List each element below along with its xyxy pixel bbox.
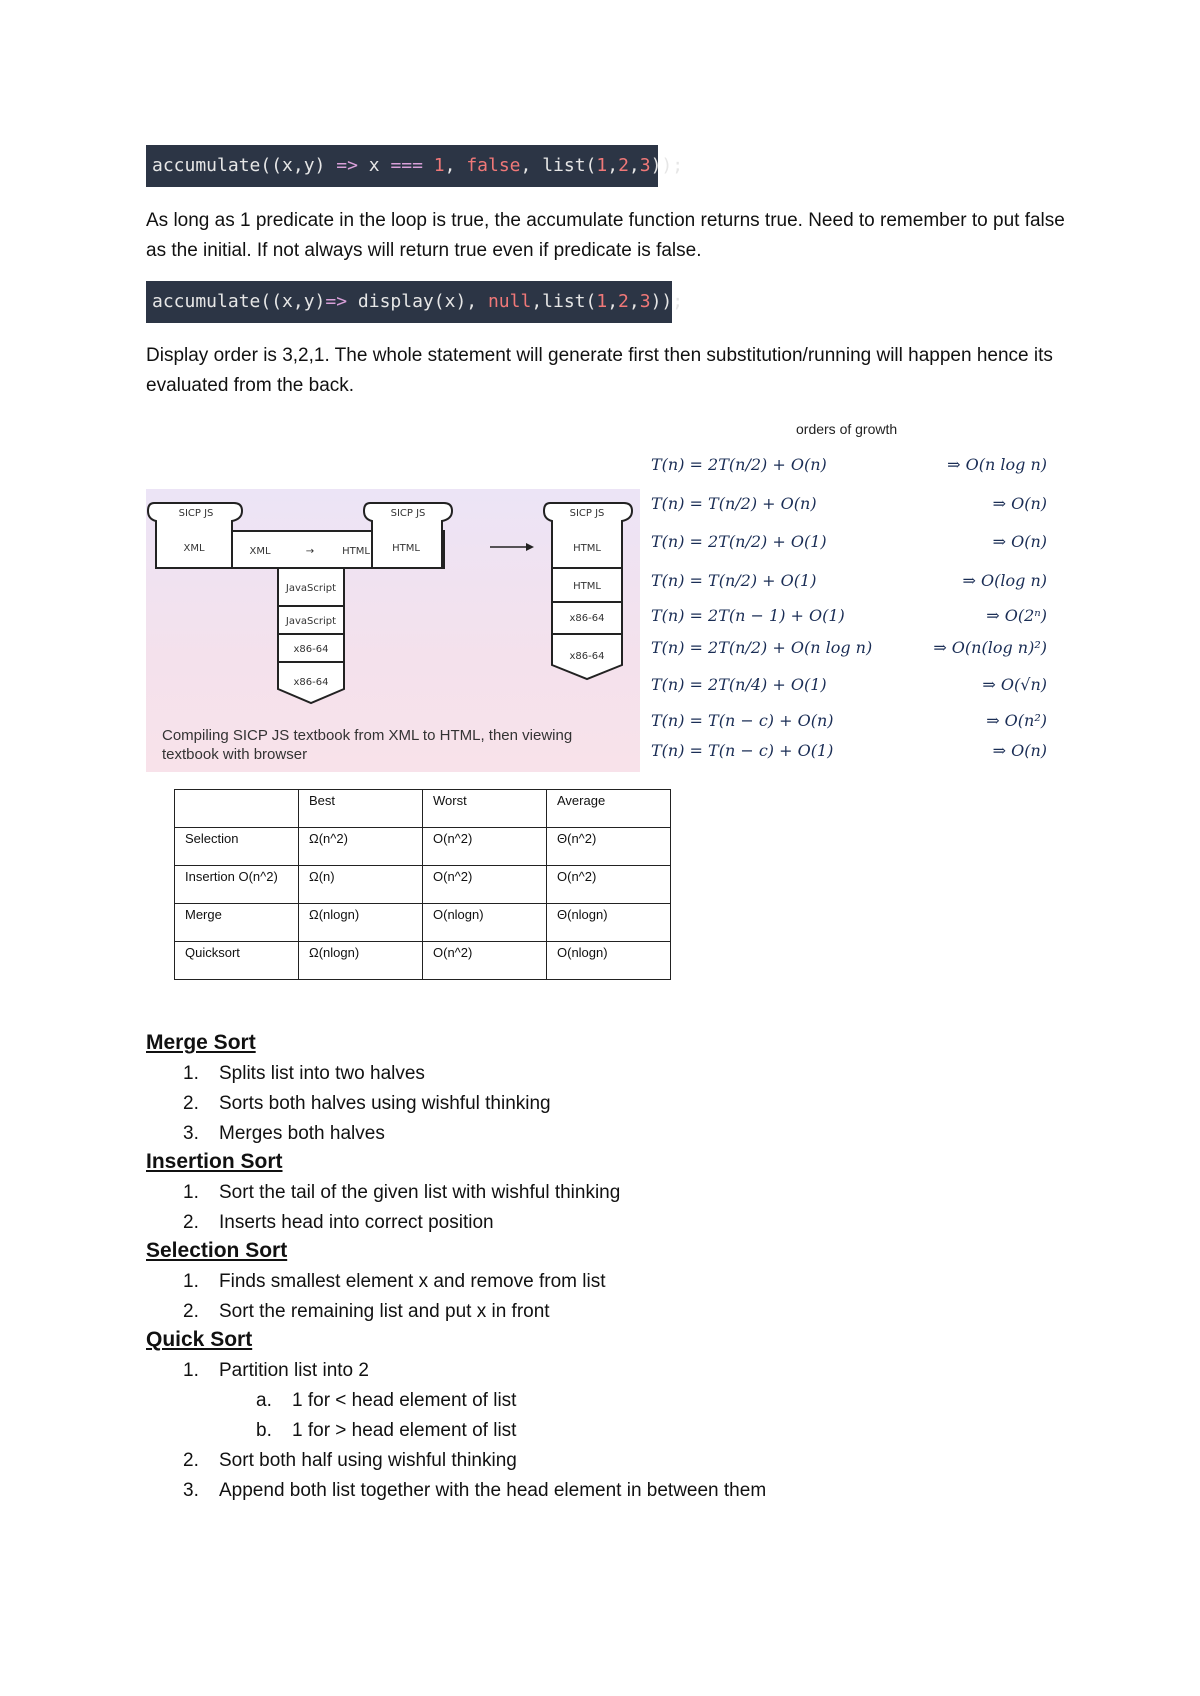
diagram-label: →	[305, 546, 315, 557]
table-cell: O(n^2)	[423, 866, 547, 904]
list-number: 1.	[183, 1182, 199, 1203]
section-title-selection-sort: Selection Sort	[146, 1239, 288, 1262]
diagram-label: x86-64	[293, 644, 329, 655]
code-token: ,	[607, 155, 619, 176]
paragraph-accumulate-explanation: As long as 1 predicate in the loop is true, the accumulate function returns true. Need to remember to put false as the initial. If not always will return true even if predicate is false.	[146, 210, 1065, 261]
table-header-cell: Best	[299, 790, 423, 828]
diagram-label: SICP JS	[390, 508, 426, 519]
code-token: ));	[650, 155, 684, 176]
code-token: =>	[325, 291, 348, 312]
recurrence-equation: T(n) = T(n/2) + O(1)	[651, 571, 817, 590]
table-header-cell: Worst	[423, 790, 547, 828]
table-row	[175, 866, 671, 904]
recurrence-equation: T(n) = 2T(n − 1) + O(1)	[651, 606, 845, 625]
list-item-text: Sorts both halves using wishful thinking	[219, 1093, 551, 1114]
list-number: 2.	[183, 1093, 199, 1114]
code-token: 3	[639, 155, 651, 176]
code-token: =>	[336, 155, 358, 176]
recurrence-result: ⇒ O(n)	[992, 532, 1047, 551]
recurrence-equation: T(n) = 2T(n/2) + O(1)	[651, 532, 827, 551]
table-cell: Ω(nlogn)	[299, 942, 423, 980]
diagram-label: HTML	[573, 581, 601, 592]
table-header-cell	[175, 790, 299, 828]
recurrence-result: ⇒ O(n log n)	[947, 455, 1047, 474]
diagram-label: x86-64	[569, 613, 605, 624]
diagram-caption: Compiling SICP JS textbook from XML to HTML, then viewing textbook with browser	[162, 727, 573, 763]
sub-list-item	[256, 1420, 516, 1442]
recurrence-result: ⇒ O(n(log n)²)	[933, 638, 1047, 657]
diagram-label: x86-64	[293, 677, 329, 688]
diagram-label: XML	[249, 546, 271, 557]
table-cell: O(n^2)	[423, 828, 547, 866]
code-token: ,	[628, 291, 640, 312]
code-token: display(x),	[347, 291, 488, 312]
code-token: ,list(	[531, 291, 597, 312]
table-header-cell: Average	[547, 790, 671, 828]
list-item-text: 1 for > head element of list	[292, 1420, 517, 1441]
list-item-text: Finds smallest element x and remove from list	[219, 1271, 606, 1292]
table-cell: Θ(nlogn)	[547, 904, 671, 942]
diagram-label: HTML	[573, 543, 601, 554]
complexity-table	[174, 789, 671, 980]
code-token: null	[487, 291, 532, 312]
code-snippet-accumulate-false	[146, 145, 684, 187]
code-token: accumulate((x,y)	[152, 155, 337, 176]
section-title-quick-sort: Quick Sort	[146, 1328, 253, 1351]
table-cell: O(n^2)	[547, 866, 671, 904]
code-token: 3	[639, 291, 651, 312]
table-row	[175, 942, 671, 980]
orders-of-growth-title: orders of growth	[796, 421, 898, 437]
list-number: 1.	[183, 1063, 199, 1084]
sub-list-item	[256, 1390, 516, 1412]
recurrence-equation: T(n) = T(n − c) + O(1)	[651, 741, 834, 760]
code-token: ,	[628, 155, 640, 176]
sicp-compilation-diagram	[146, 489, 640, 772]
diagram-label: x86-64	[569, 651, 605, 662]
section-title-insertion-sort: Insertion Sort	[146, 1150, 283, 1173]
code-token: 2	[618, 291, 629, 312]
table-row	[175, 904, 671, 942]
recurrence-result: ⇒ O(2ⁿ)	[986, 606, 1047, 625]
table-cell: Quicksort	[175, 942, 299, 980]
list-item	[183, 1480, 766, 1502]
list-item	[183, 1360, 369, 1382]
code-token: false	[466, 155, 521, 176]
list-number: 2.	[183, 1301, 199, 1322]
list-item-text: Append both list together with the head element in between them	[219, 1480, 767, 1501]
list-number: 2.	[183, 1450, 199, 1471]
recurrence-result: ⇒ O(log n)	[962, 571, 1047, 590]
diagram-label: SICP JS	[569, 508, 605, 519]
code-token: 1	[433, 155, 445, 176]
table-header-row	[175, 790, 671, 828]
paragraph-display-order: Display order is 3,2,1. The whole statement will generate first then substitution/running will happen hence its evaluated from the back.	[146, 345, 1053, 396]
list-item	[183, 1301, 550, 1323]
list-letter: b.	[256, 1420, 272, 1441]
list-item	[183, 1093, 551, 1115]
diagram-label: XML	[183, 543, 205, 554]
code-token: accumulate((x,y)	[152, 291, 326, 312]
list-item	[183, 1450, 517, 1472]
table-cell: O(nlogn)	[547, 942, 671, 980]
diagram-label: HTML	[392, 543, 420, 554]
list-item-text: Partition list into 2	[219, 1360, 369, 1381]
diagram-label: SICP JS	[178, 508, 214, 519]
code-token: 1	[596, 155, 608, 176]
list-item-text: Sort the remaining list and put x in front	[219, 1301, 550, 1322]
code-token: 2	[618, 155, 629, 176]
table-cell: Insertion O(n^2)	[175, 866, 299, 904]
code-token: ));	[650, 291, 684, 312]
recurrence-equation: T(n) = 2T(n/2) + O(n log n)	[651, 638, 873, 657]
table-cell: Ω(nlogn)	[299, 904, 423, 942]
recurrence-result: ⇒ O(n)	[992, 494, 1047, 513]
list-number: 1.	[183, 1360, 199, 1381]
list-item-text: 1 for < head element of list	[292, 1390, 517, 1411]
arrow-head-icon	[526, 543, 534, 551]
code-token: x	[357, 155, 391, 176]
recurrence-equation: T(n) = 2T(n/4) + O(1)	[651, 675, 827, 694]
list-item	[183, 1123, 385, 1145]
list-item-text: Sort the tail of the given list with wishful thinking	[219, 1182, 621, 1203]
list-item	[183, 1182, 620, 1204]
diagram-label: JavaScript	[285, 583, 337, 594]
list-item	[183, 1271, 605, 1293]
table-cell: O(nlogn)	[423, 904, 547, 942]
code-snippet-accumulate-display	[146, 281, 684, 323]
code-token: ===	[390, 155, 423, 176]
recurrence-equation: T(n) = T(n − c) + O(n)	[651, 711, 834, 730]
recurrence-result: ⇒ O(n²)	[986, 711, 1047, 730]
list-number: 3.	[183, 1123, 199, 1144]
table-cell: O(n^2)	[423, 942, 547, 980]
list-number: 3.	[183, 1480, 199, 1501]
list-item	[183, 1063, 425, 1085]
list-item-text: Merges both halves	[219, 1123, 385, 1144]
list-item	[183, 1212, 494, 1234]
diagram-label: JavaScript	[285, 616, 337, 627]
table-cell: Ω(n)	[299, 866, 423, 904]
recurrence-equation: T(n) = 2T(n/2) + O(n)	[651, 455, 827, 474]
list-item-text: Inserts head into correct position	[219, 1212, 494, 1233]
section-title-merge-sort: Merge Sort	[146, 1031, 256, 1054]
table-cell: Selection	[175, 828, 299, 866]
table-row	[175, 828, 671, 866]
code-token: ,	[607, 291, 619, 312]
table-cell: Θ(n^2)	[547, 828, 671, 866]
table-cell: Ω(n^2)	[299, 828, 423, 866]
list-item-text: Splits list into two halves	[219, 1063, 425, 1084]
list-item-text: Sort both half using wishful thinking	[219, 1450, 517, 1471]
recurrence-result: ⇒ O(√n)	[982, 675, 1047, 694]
recurrence-result: ⇒ O(n)	[992, 741, 1047, 760]
table-cell: Merge	[175, 904, 299, 942]
code-token: ,	[444, 155, 467, 176]
code-token: , list(	[520, 155, 597, 176]
code-token: 1	[596, 291, 608, 312]
diagram-label: HTML	[342, 546, 370, 557]
list-number: 2.	[183, 1212, 199, 1233]
list-number: 1.	[183, 1271, 199, 1292]
recurrence-equation: T(n) = T(n/2) + O(n)	[651, 494, 817, 513]
list-letter: a.	[256, 1390, 272, 1411]
